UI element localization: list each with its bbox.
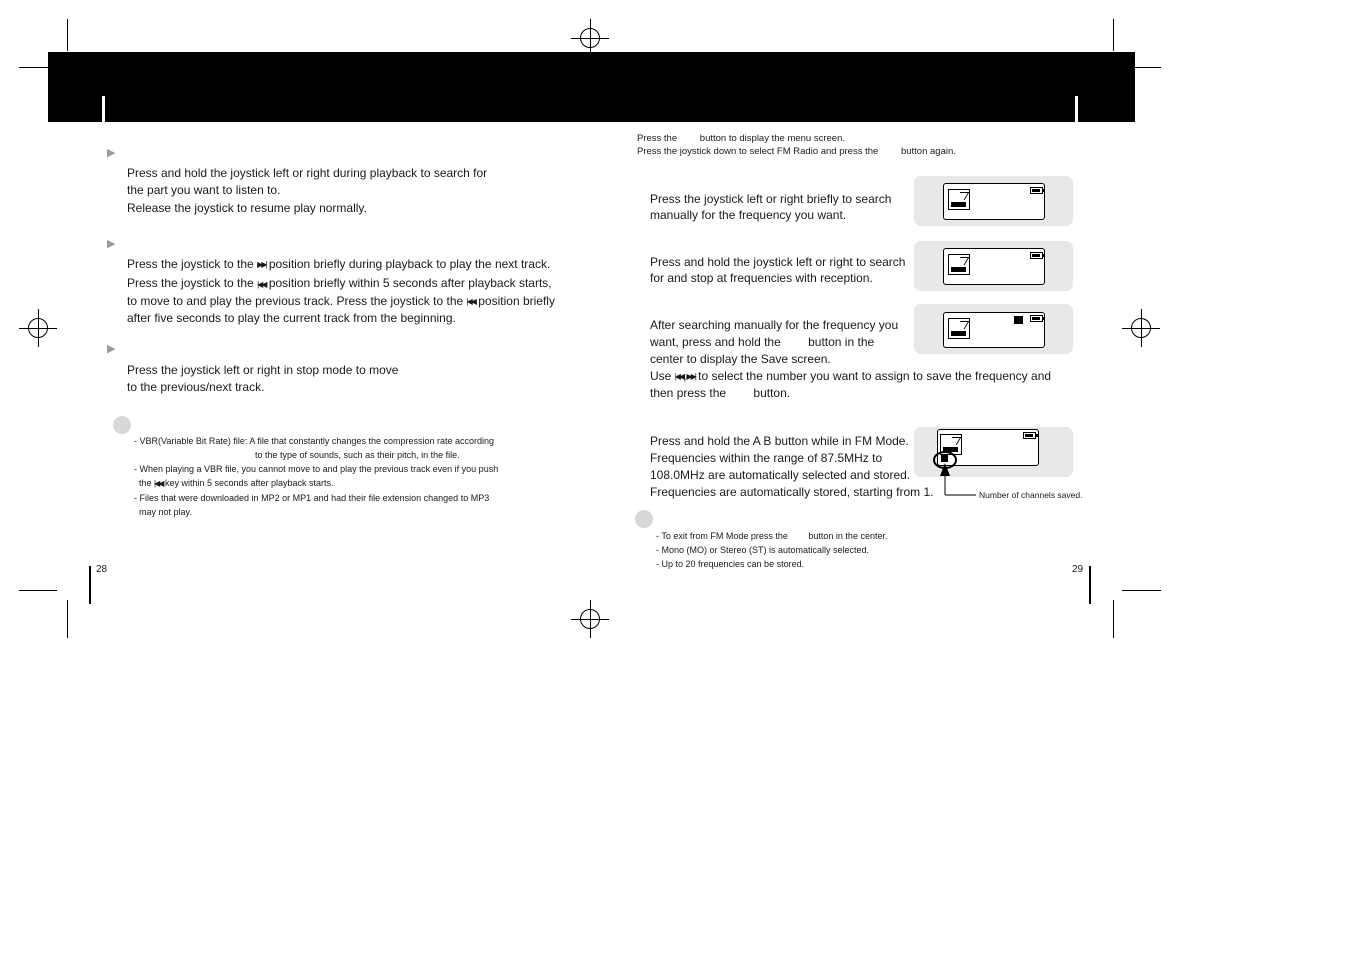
auto-search-line: for and stop at frequencies with reception. bbox=[650, 271, 873, 285]
crop-mark bbox=[19, 67, 49, 68]
lcd-screen bbox=[943, 312, 1045, 348]
track-text: to move to and play the previous track. Press the joystick to the bbox=[127, 293, 464, 308]
note-line: - Up to 20 frequencies can be stored. bbox=[656, 559, 805, 569]
section-arrow-icon: ▶ bbox=[107, 147, 116, 159]
section-arrow-icon: ▶ bbox=[107, 343, 116, 355]
backward-skip-icon: |◀◀ bbox=[466, 296, 475, 306]
crop-mark bbox=[67, 600, 68, 638]
lcd-panel-auto bbox=[914, 241, 1073, 291]
track-text: position briefly bbox=[478, 293, 555, 308]
auto-store-line: Frequencies are automatically stored, starting from 1. bbox=[650, 485, 934, 499]
section-arrow-icon: ▶ bbox=[107, 238, 116, 250]
channel-indicator bbox=[1014, 316, 1023, 324]
page-number-right: 29 bbox=[1072, 564, 1084, 575]
note-line: to the type of sounds, such as their pitch, in the file. bbox=[255, 450, 460, 460]
callout-label: Number of channels saved. bbox=[979, 490, 1083, 500]
registration-mark bbox=[19, 309, 57, 347]
lcd-panel-save bbox=[914, 304, 1073, 354]
lcd-screen bbox=[943, 248, 1045, 285]
registration-mark bbox=[1122, 309, 1160, 347]
page-rule-right bbox=[1089, 566, 1091, 604]
note-line: - Files that were downloaded in MP2 or MP1 and had their file extension changed to MP3 bbox=[134, 492, 490, 503]
radio-icon bbox=[948, 254, 970, 275]
auto-store-text bbox=[650, 433, 933, 501]
note-line: - Mono (MO) or Stereo (ST) is automatically selected. bbox=[656, 545, 870, 555]
header-tick-right bbox=[1075, 96, 1078, 122]
note-line: key within 5 seconds after playback starts. bbox=[164, 478, 334, 488]
separator: , bbox=[683, 369, 687, 383]
auto-store-line: 108.0MHz are automatically selected and stored. bbox=[650, 468, 911, 482]
forward-skip-icon: ▶▶| bbox=[686, 372, 695, 382]
left-notes bbox=[134, 434, 534, 519]
crop-mark bbox=[1113, 600, 1114, 638]
track-text: position briefly during playback to play the next track. bbox=[268, 257, 551, 271]
right-notes bbox=[656, 529, 887, 571]
track-text: Press the joystick to the bbox=[127, 276, 254, 291]
auto-search-line: Press and hold the joystick left or right to search bbox=[650, 255, 906, 269]
save-line: center to display the Save screen. bbox=[650, 352, 831, 366]
backward-skip-icon: |◀◀ bbox=[257, 279, 266, 289]
auto-search-text bbox=[650, 254, 905, 286]
radio-icon bbox=[948, 318, 970, 339]
note-line: button in the center. bbox=[808, 531, 888, 541]
radio-icon bbox=[948, 189, 970, 210]
crop-mark bbox=[1135, 67, 1161, 68]
note-line: may not play. bbox=[139, 506, 192, 517]
save-line: Use bbox=[650, 369, 672, 383]
lcd-panel-manual bbox=[914, 176, 1073, 226]
manual-search-line: manually for the frequency you want. bbox=[650, 208, 847, 222]
manual-search-line: Press the joystick left or right briefly to search bbox=[650, 192, 892, 206]
note-line: the bbox=[139, 478, 152, 488]
backward-skip-icon: |◀◀ bbox=[674, 372, 684, 382]
crop-mark bbox=[67, 19, 68, 51]
search-line: Release the joystick to resume play normally. bbox=[127, 201, 367, 215]
backward-skip-icon: |◀◀ bbox=[154, 478, 163, 488]
intro-text-part: Press the joystick down to select FM Radio and press the bbox=[637, 146, 879, 157]
crop-mark bbox=[1113, 19, 1114, 51]
manual-search-text bbox=[650, 191, 891, 223]
save-line: want, press and hold the bbox=[650, 335, 781, 349]
battery-icon bbox=[1030, 187, 1043, 194]
note-line: - VBR(Variable Bit Rate) file: A file that constantly changes the compression rate according bbox=[134, 436, 495, 446]
crop-mark bbox=[19, 590, 57, 591]
intro-text-part: Press the bbox=[637, 133, 678, 144]
crop-mark bbox=[1122, 590, 1161, 591]
registration-mark bbox=[571, 600, 609, 638]
track-text: Press the joystick to the bbox=[127, 257, 254, 271]
auto-store-line: Frequencies within the range of 87.5MHz to bbox=[650, 451, 883, 465]
save-line: to select the number you want to assign to save the frequency and bbox=[698, 369, 1052, 383]
header-bar bbox=[48, 52, 1135, 122]
stop-line: Press the joystick left or right in stop mode to move bbox=[127, 363, 399, 377]
lcd-screen bbox=[943, 183, 1045, 220]
note-icon bbox=[113, 416, 131, 434]
search-line: the part you want to listen to. bbox=[127, 183, 281, 197]
stop-section bbox=[127, 362, 398, 396]
save-line: then press the bbox=[650, 386, 727, 401]
header-tick-left bbox=[102, 96, 105, 122]
battery-icon bbox=[1030, 315, 1043, 322]
auto-store-line: Press and hold the A B button while in FM Mode. bbox=[650, 434, 909, 448]
track-section bbox=[127, 256, 567, 327]
save-line: button. bbox=[753, 386, 791, 401]
intro-text-part: button to display the menu screen. bbox=[699, 133, 846, 144]
battery-icon bbox=[1030, 252, 1043, 259]
stop-line: to the previous/next track. bbox=[127, 380, 265, 394]
page-rule-left bbox=[89, 566, 91, 604]
intro-text bbox=[637, 132, 956, 158]
note-icon bbox=[635, 510, 653, 528]
track-text: after five seconds to play the current track from the beginning. bbox=[127, 310, 456, 325]
note-line: - When playing a VBR file, you cannot move to and play the previous track even if you push bbox=[134, 464, 499, 474]
intro-text-part: button again. bbox=[900, 146, 956, 157]
page-number-left: 28 bbox=[96, 564, 108, 575]
search-section bbox=[127, 165, 487, 217]
forward-skip-icon: ▶▶| bbox=[257, 260, 266, 270]
note-line: - To exit from FM Mode press the bbox=[656, 531, 788, 541]
save-line: After searching manually for the frequency you bbox=[650, 318, 899, 332]
search-line: Press and hold the joystick left or right during playback to search for bbox=[127, 166, 488, 180]
battery-icon bbox=[1023, 432, 1036, 439]
track-text: position briefly within 5 seconds after playback starts, bbox=[268, 276, 552, 291]
save-line: button in the bbox=[808, 335, 875, 349]
